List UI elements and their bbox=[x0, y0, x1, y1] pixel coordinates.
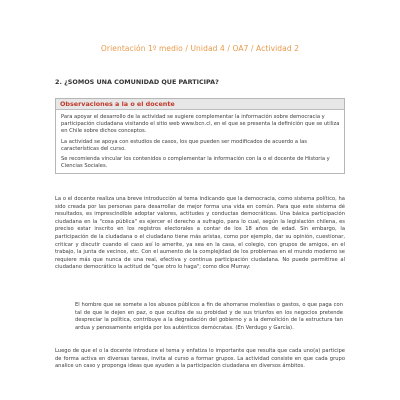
teacher-note-paragraph-2: La actividad se apoya con estudios de casos, los que pueden ser modificados de acuerdo a las características del curso. bbox=[61, 138, 308, 152]
teacher-note-paragraph-3: Se recomienda vincular los contenidos o complementar la información con la o el docente de Historia y Ciencias Sociales. bbox=[61, 156, 330, 169]
section-title: 2. ¿SOMOS UNA COMUNIDAD QUE PARTICIPA? bbox=[55, 78, 219, 86]
activity-paragraph: Luego de que el o la docente introduce el tema y enfatiza lo importante que resulta que cada uno(a) participe de forma activa en diversas tareas, invita al curso a formar grupos. La actividad consiste en que cada grupo analice un caso y proponga ideas que ayuden a la participación ciudadana en diversos ámbitos. bbox=[55, 348, 345, 370]
teacher-notes-title: Observaciones a la o el docente bbox=[56, 99, 344, 110]
intro-paragraph: La o el docente realiza una breve introducción al tema indicando que la democracia, como sistema político, ha sido creada por las personas para desarrollar de mejor forma una vida en común. Para que este sistema dé resultados, es imprescindible adoptar valores, actitudes y conductas democráticas. Una básica participación ciudadana en la "cosa pública" es ejercer el derecho a sufragio, para lo cual, según la legislación chilena, es preciso estar inscrito en los registros electorales a contar de los 18 años de edad. Sin embargo, la participación de la ciudadana o el ciudadano tiene más aristas, como por ejemplo, dar su opinión, cuestionar, criticar y discutir cuando el caso así lo amerite, ya sea en la casa, el colegio, con grupos de amigos, en el trabajo, la junta de vecinos, etc. Con el aumento de la complejidad de los problemas en el mundo moderno se requiere más que nunca de una real, efectiva y continua participación ciudadana. No puede permitirse al ciudadano democrático la actitud de "que otro lo haga"; como dice Murray: bbox=[55, 196, 345, 271]
teacher-notes-box bbox=[55, 98, 345, 174]
teacher-notes-body bbox=[56, 110, 344, 170]
teacher-note-paragraph-1: Para apoyar el desarrollo de la actividad se sugiere complementar la información sobre democracia y participación ciudadana visitando el sitio web www.bcn.cl, en el que se presenta la definición que se utiliza en Chile sobre dichos conceptos. bbox=[61, 114, 340, 134]
breadcrumb: Orientación 1º medio / Unidad 4 / OA7 / Actividad 2 bbox=[100, 44, 300, 53]
quote-paragraph: El hombre que se somete a los abusos públicos a fin de ahorrarse molestias o gastos, o que paga con tal de que le dejen en paz, o que ocultos de su probidad y de sus triunfos en los negocios pretende despreciar la política, contribuye a la degradación del gobierno y a la demolición de la estructura tan ardua y penosamente erigida por los auténticos demócratas. (En Verdugo y García). bbox=[75, 302, 343, 331]
